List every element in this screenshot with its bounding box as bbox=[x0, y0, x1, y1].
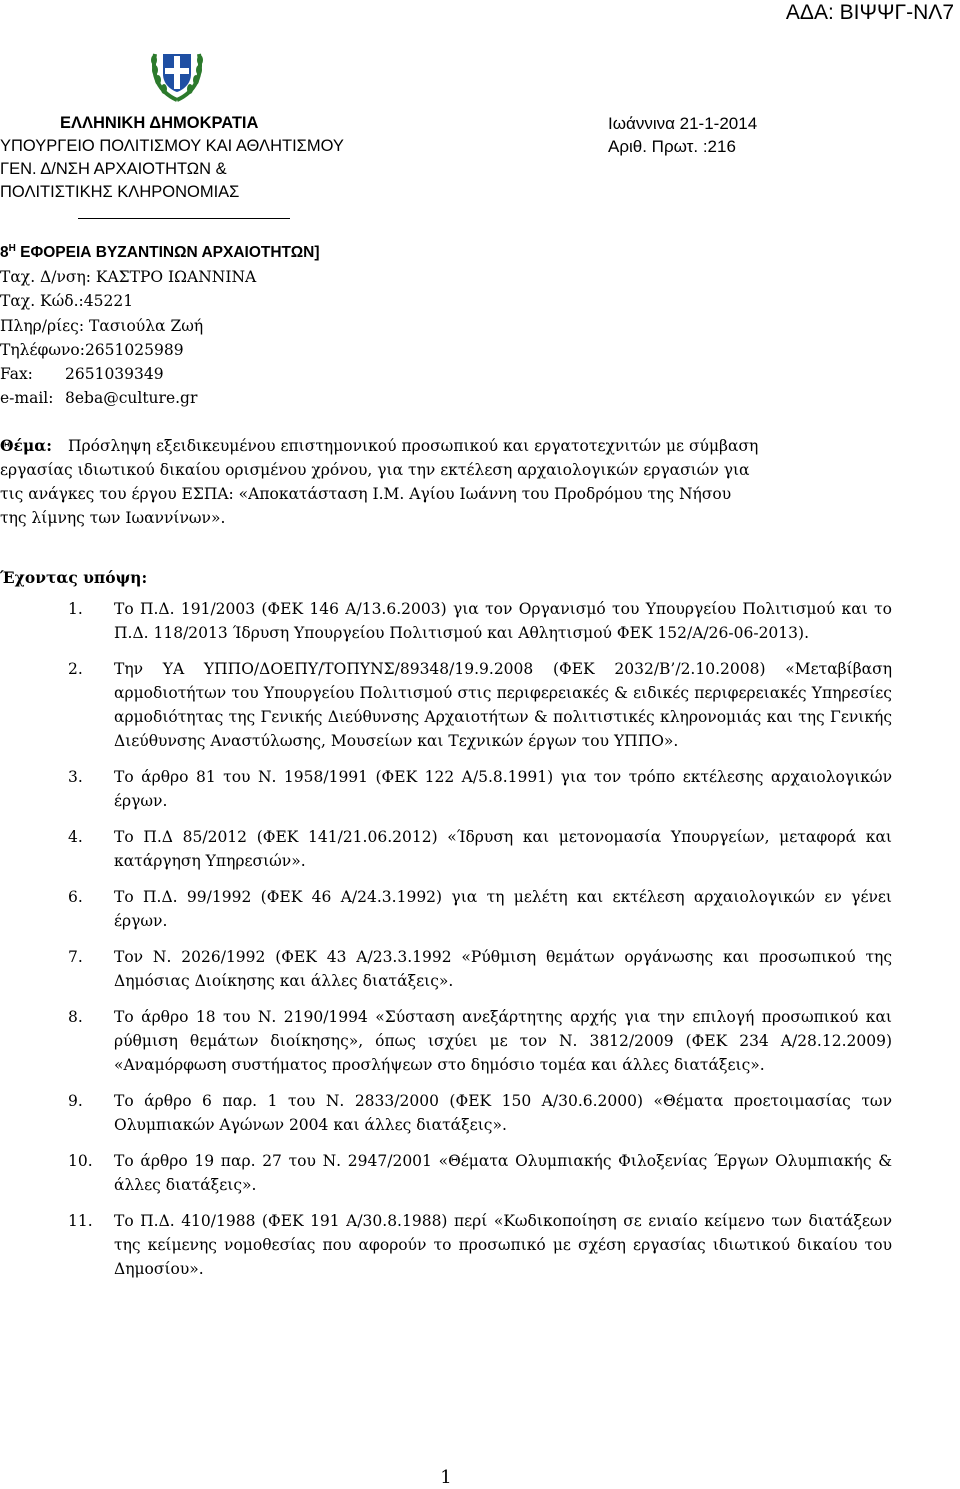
republic-title: ΕΛΛΗΝΙΚΗ ΔΗΜΟΚΡΑΤΙΑ bbox=[60, 114, 259, 132]
reference-item: 6. Το Π.Δ. 99/1992 (ΦΕΚ 46 Α/24.3.1992) για τη μελέτη και εκτέλεση αρχαιολογικών εν γένει έργων. bbox=[68, 888, 892, 930]
protocol-number: Αριθ. Πρωτ. :216 bbox=[608, 137, 736, 156]
ministry-name: ΥΠΟΥΡΓΕΙΟ ΠΟΛΙΤΙΣΜΟΥ ΚΑΙ ΑΘΛΗΤΙΣΜΟΥ bbox=[0, 137, 344, 155]
subject-line: Πρόσληψη εξειδικευμένου επιστημονικού προσωπικού και εργατοτεχνιτών με σύμβαση bbox=[68, 437, 759, 455]
subject-line: της λίμνης των Ιωαννίνων». bbox=[0, 509, 226, 527]
issuer-header bbox=[0, 112, 420, 204]
reference-item: 1. Το Π.Δ. 191/2003 (ΦΕΚ 146 Α/13.6.2003) για τον Οργανισμό του Υπουργείου Πολιτισμού και το Π.Δ. 118/2013 Ίδρυση Υπουργείου Πολιτισμού και Αθλητισμού ΦΕΚ 152/Α/26-06-2013). bbox=[68, 600, 892, 642]
general-directorate: ΓΕΝ. Δ/ΝΣΗ ΑΡΧΑΙΟΤΗΤΩΝ & bbox=[0, 160, 227, 178]
subject-block bbox=[0, 434, 892, 530]
considering-heading: Έχοντας υπόψη: bbox=[0, 568, 148, 587]
subject-line: εργασίας ιδιωτικού δικαίου ορισμένου χρόνου, για την εκτέλεση αρχαιολογικών εργασιών για bbox=[0, 461, 750, 479]
office-details bbox=[0, 237, 320, 410]
date-protocol-block bbox=[608, 112, 757, 158]
reference-item: 9. Το άρθρο 6 παρ. 1 του Ν. 2833/2000 (ΦΕΚ 150 Α/30.6.2000) «Θέματα προετοιμασίας των Ολυμπιακών Αγώνων 2004 και άλλες διατάξεις». bbox=[68, 1092, 892, 1134]
reference-item: 8. Το άρθρο 18 του Ν. 2190/1994 «Σύσταση ανεξάρτητης αρχής για την επιλογή προσωπικού και ρύθμιση θεμάτων διοίκησης», όπως ισχύει με τον Ν. 3812/2009 (ΦΕΚ 234 Α/28.12.2009) «Αναμόρφωση συστήματος προσλήψεων στο δημόσιο τομέα και άλλες διατάξεις». bbox=[68, 1008, 892, 1074]
legal-references-list bbox=[68, 597, 892, 1293]
general-directorate-cont: ΠΟΛΙΤΙΣΤΙΚΗΣ ΚΛΗΡΟΝΟΜΙΑΣ bbox=[0, 183, 240, 201]
page-number: 1 bbox=[440, 1467, 452, 1488]
reference-item: 2. Την ΥΑ ΥΠΠΟ/ΔΟΕΠΥ/ΤΟΠΥΝΣ/89348/19.9.2008 (ΦΕΚ 2032/Β’/2.10.2008) «Μεταβίβαση αρμοδιοτήτων του Υπουργείου Πολιτισμού στις περιφερειακές & ειδικές περιφερειακές Υπηρεσίες αρμοδιότητας της Γενικής Διεύθυνσης Αρχαιοτήτων & πολιτιστικές κληρονομιάς και της Γενικής Διεύθυνσης Αναστύλωσης, Μουσείων και Τεχνικών έργων του ΥΠΠΟ». bbox=[68, 660, 892, 750]
reference-item: 7. Τον Ν. 2026/1992 (ΦΕΚ 43 Α/23.3.1992 «Ρύθμιση θεμάτων οργάνωσης και προσωπικού της Δημόσιας Διοίκησης και άλλες διατάξεις». bbox=[68, 948, 892, 990]
office-contact-person: Πληρ/ρίες: Τασιούλα Ζωή bbox=[0, 316, 204, 335]
office-postcode: Ταχ. Κώδ.:45221 bbox=[0, 292, 134, 311]
place-date: Ιωάννινα 21-1-2014 bbox=[608, 114, 758, 133]
office-fax: Fax: 2651039349 bbox=[0, 365, 164, 384]
office-email: e-mail: 8eba@culture.gr bbox=[0, 389, 198, 408]
subject-label: Θέμα: bbox=[0, 436, 52, 455]
reference-item: 4. Το Π.Δ 85/2012 (ΦΕΚ 141/21.06.2012) «Ίδρυση και μετονομασία Υπουργείων, μεταφορά και κατάργηση Υπηρεσιών». bbox=[68, 828, 892, 870]
ada-code: ΑΔΑ: ΒΙΨΨΓ-ΝΛ7 bbox=[785, 1, 954, 24]
office-phone: Τηλέφωνο:2651025989 bbox=[0, 340, 184, 359]
reference-item: 11. Το Π.Δ. 410/1988 (ΦΕΚ 191 Α/30.8.1988) περί «Κωδικοποίηση σε ενιαίο κείμενο των διατάξεων της κείμενης νομοθεσίας που αφορούν το προσωπικό με σχέση εργασίας ιδιωτικού δικαίου του Δημοσίου». bbox=[68, 1212, 892, 1278]
reference-item: 3. Το άρθρο 81 του Ν. 1958/1991 (ΦΕΚ 122 Α/5.8.1991) για τον τρόπο εκτέλεσης αρχαιολογικών έργων. bbox=[68, 768, 892, 810]
greek-emblem-icon bbox=[145, 40, 209, 104]
ephorate-title: $8^H$ ΕΦΟΡΕΙΑ ΒΥΖΑΝΤΙΝΩΝ ΑΡΧΑΙΟΤΗΤΩΝ] bbox=[0, 243, 320, 261]
subject-line: τις ανάγκες του έργου ΕΣΠΑ: «Αποκατάσταση Ι.Μ. Αγίου Ιωάννη του Προδρόμου της Νήσου bbox=[0, 485, 732, 503]
header-separator bbox=[78, 218, 290, 219]
reference-item: 10. Το άρθρο 19 παρ. 27 του Ν. 2947/2001 «Θέματα Ολυμπιακής Φιλοξενίας Έργων Ολυμπιακής & άλλες διατάξεις». bbox=[68, 1152, 892, 1194]
office-address: Ταχ. Δ/νση: ΚΑΣΤΡΟ ΙΩΑΝΝΙΝΑ bbox=[0, 268, 257, 287]
